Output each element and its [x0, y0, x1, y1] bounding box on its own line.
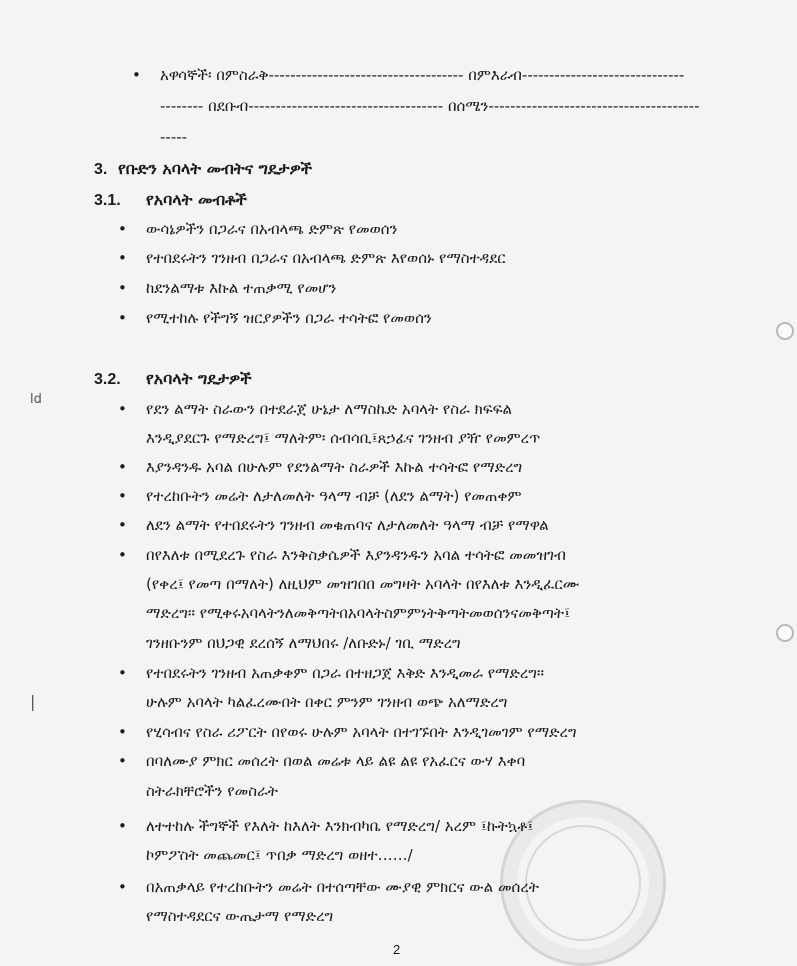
duty-line: • በአጠቃላይ የተረከቡትን መሬት በተሰጣቸው ሙያዊ ምክርና ውል መሰረት — [146, 876, 539, 898]
section-3-1-heading — [94, 189, 247, 212]
duty-line: • በየእለቱ በሚደረጉ የስራ እንቅስቃሴዎች እያንዳንዱን አባል ተሳትፎ መመዝገብ — [146, 544, 566, 566]
rights-item: • ከደንልማቱ እኩል ተጠቃሚ የመሆን — [146, 277, 336, 299]
rights-item: • የሚተከሉ የችግኝ ዝርያዎችን በጋራ ተሳትፎ የመወሰን — [146, 307, 432, 329]
margin-mark: ld — [30, 392, 42, 407]
duty-line: • የተረከቡትን መሬት ለታለመለት ዓላማ ብቻ (ለደን ልማት) የመጠቀም — [146, 485, 522, 507]
section-title: የቡድን አባላት መብትና ግዴታዎች — [118, 159, 313, 178]
section-title: የአባላት ግዴታዎች — [146, 369, 252, 388]
boundaries-line-2: -------- በደቡብ------------------------------------ በሰሜን--------------------------------------- — [160, 97, 700, 115]
section-number: 3. — [94, 161, 108, 178]
rights-item: • ውሳኔዎችን በጋራና በአብላጫ ድምጽ የመወሰን — [146, 218, 397, 240]
punch-hole — [776, 322, 794, 340]
duty-line: • በባለሙያ ምክር መሰረት በወል መሬቱ ላይ ልዩ ልዩ የአፈርና ውሃ እቀባ — [146, 750, 525, 772]
duty-line: ገንዘቡንም በህጋዊ ደረሰኝ ለማህበሩ /ለቡድኑ/ ገቢ ማድረግ — [146, 634, 461, 652]
duty-line: እንዲያደርጉ የማድረግ፤ ማለትም፡ ሰብሳቢ፤ጸኃፊና ገንዘብ ያዥ የመምረጥ — [146, 429, 541, 447]
duty-line: ስትራክቸሮችን የመስራት — [146, 782, 278, 800]
duty-line: የማስተዳደርና ውጤታማ የማድረግ — [146, 907, 334, 925]
rights-item: • የተበደሩትን ገንዘብ በጋራና በአብላጫ ድምጽ እየወሰኑ የማስተዳደር — [146, 247, 506, 269]
section-3-2-heading — [94, 368, 252, 391]
boundaries-line: • አዋሳኞች፡ በምስራቅ------------------------------------ በምእራብ------------------------------ — [160, 64, 684, 86]
margin-tick: | — [30, 692, 36, 711]
punch-hole — [776, 624, 794, 642]
section-3-heading — [94, 158, 312, 181]
page-number: 2 — [393, 942, 401, 957]
section-number: 3.1. — [94, 192, 121, 209]
duty-line: ሁሉም አባላት ካልፈረሙበት በቀር ምንም ገንዘብ ወጭ አለማድረግ — [146, 693, 508, 711]
duty-line: • ለተተከሉ ችግኞች የእለት ከእለት እንክብካቤ የማድረግ/ አረም ፤ኩትኳቶ፤ — [146, 815, 533, 837]
duty-line: ማድረግ፡፡ የሚቀሩአባላትንለመቅጣትበአባላትስምምነትቅጣትመወሰንናመቅጣት፤ — [146, 604, 571, 622]
duty-line: • እያንዳንዱ አባል በሁሉም የደንልማት ስራዎች እኩል ተሳትፎ የማድረግ — [146, 456, 522, 478]
section-title: የአባላት መብቶች — [146, 190, 247, 209]
section-number: 3.2. — [94, 371, 121, 388]
duty-line: (የቀረ፤ የመጣ በማለት) ለዚህም መዝገበበ መግዛት አባላት በየእለቱ እንዲፈርሙ — [146, 575, 580, 593]
duty-line: • የተበደሩትን ገንዘብ አጠቃቀም በጋራ በተዘጋጀ እቅድ እንዲመራ የማድረግ፡፡ — [146, 662, 544, 684]
duty-line: • ለደን ልማት የተበደሩትን ገንዘብ መቁጠባና ለታለመለት ዓላማ ብቻ የማዋል — [146, 514, 549, 536]
duty-line: • የደን ልማት ስራውን በተደራጀ ሁኔታ ለማስኬድ አባላት የስራ ክፍፍል — [146, 398, 512, 420]
boundaries-line-3: ----- — [160, 128, 188, 146]
duty-line: • የሂሳብና የስራ ሪፖርት በየወሩ ሁሉም አባላት በተገኙበት እንዲገመገም የማድረግ — [146, 721, 577, 743]
duty-line: ኮምፖስት መጨመር፤ ጥበቃ ማድረግ ወዘተ……/ — [146, 846, 413, 864]
